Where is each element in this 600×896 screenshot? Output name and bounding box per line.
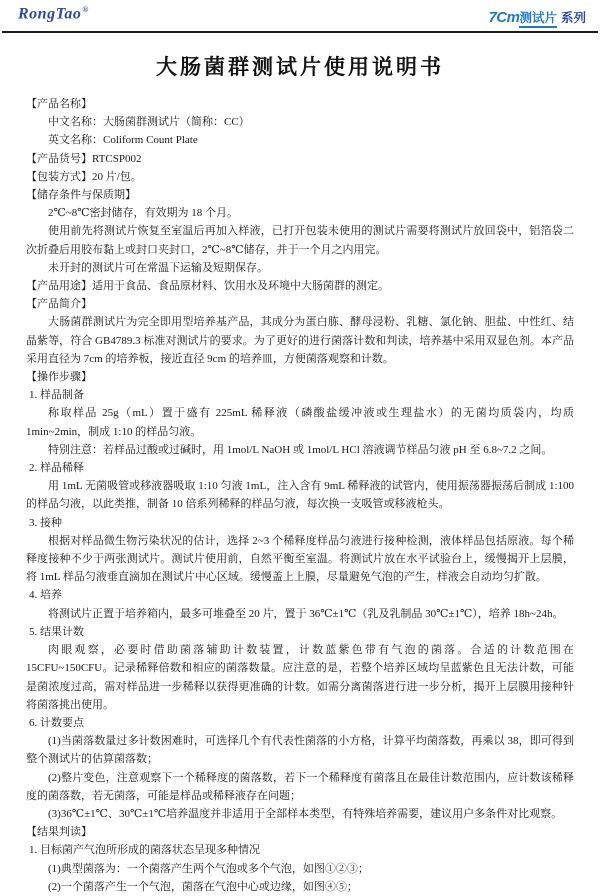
page-header bbox=[0, 0, 600, 26]
doc-line-para: (2)一个菌落产生一个气泡，菌落在气泡中心或边缘，如图④⑤； bbox=[48, 880, 358, 893]
doc-line-heading: 【产品简介】 bbox=[26, 298, 92, 311]
doc-line-item: 1. 样品制备 bbox=[29, 389, 84, 402]
registered-trademark-icon: ® bbox=[82, 5, 89, 14]
doc-line-para: 未开封的测试片可在常温下运输及短期保存。 bbox=[48, 261, 268, 274]
series-logo bbox=[488, 5, 586, 27]
document-title: 大肠菌群测试片使用说明书 bbox=[156, 56, 444, 79]
doc-line-item: 3. 接种 bbox=[29, 516, 62, 529]
doc-line-para: 特别注意：若样品过酸或过碱时，用 1mol/L NaOH 或 1mol/L HCl 溶液调节样品匀液 pH 至 6.8~7.2 之间。 bbox=[48, 443, 553, 456]
doc-line-para: 大肠菌群测试片为完全即用型培养基产品，其成分为蛋白胨、酵母浸粉、乳糖、氯化钠、胆盐、中性红、结晶紫等，符合 GB4789.3 标准对测试片的要求。为了更好的进行菌落计数和判读，培养基中采用双显色剂。本产品采用直径为 7cm 的培养板，接近直径 9cm 的培养皿，方便菌落观察和计数。 bbox=[26, 316, 574, 365]
document-body bbox=[26, 95, 574, 896]
doc-line-para: 称取样品 25g（mL）置于盛有 225mL 稀释液（磷酸盐缓冲液或生理盐水）的无菌均质袋内，均质 1min~2min，制成 1:10 的样品匀液。 bbox=[26, 407, 574, 438]
doc-line-para: 将测试片正置于培养箱内，最多可堆叠至 20 片，置于 36℃±1℃（乳及乳制品 30℃±1℃），培养 18h~24h。 bbox=[48, 607, 564, 620]
doc-line-sub: 英文名称：Coliform Count Plate bbox=[48, 134, 198, 147]
doc-line-heading: 【产品名称】 bbox=[26, 98, 92, 110]
doc-line-heading: 【产品货号】RTCSP002 bbox=[26, 152, 142, 165]
doc-line-para: (1)典型菌落为：一个菌落产生两个气泡或多个气泡，如图①②③； bbox=[48, 862, 369, 875]
series-logo-xilie: 系列 bbox=[560, 11, 586, 25]
rongtao-brand-logo bbox=[18, 5, 89, 23]
doc-line-para: (2)整片变色，注意观察下一个稀释度的菌落数，若下一个稀释度有菌落且在最佳计数范围内，应计数该稀释度的菌落数，若无菌落，可能是样品或稀释液存在问题； bbox=[26, 771, 574, 802]
doc-line-heading: 【结果判读】 bbox=[26, 826, 92, 839]
doc-line-para: 肉眼观察，必要时借助菌落辅助计数装置，计数蓝紫色带有气泡的菌落。合适的计数范围在 15CFU~150CFU。记录稀释倍数和相应的菌落数量。应注意的是，若整个培养区域均呈蓝紫色且无法计数，可能是菌浓度过高，需对样品进一步稀释以获得更准确的计数。如需分离菌落进行进一步分析，揭开上层膜用接种针将菌落挑出使用。 bbox=[26, 644, 574, 711]
doc-line-item: 1. 目标菌产气泡所形成的菌落状态呈现多种情况 bbox=[29, 844, 260, 857]
doc-line-sub: 中文名称：大肠菌群测试片（简称：CC） bbox=[48, 116, 250, 129]
doc-line-heading: 【储存条件与保质期】 bbox=[26, 189, 136, 202]
doc-line-para: (1)当菌落数量过多计数困难时，可选择几个有代表性菌落的小方格，计算平均菌落数，再乘以 38，即可得到整个测试片的估算菌落数； bbox=[26, 735, 574, 766]
doc-line-para: 2℃~8℃密封储存，有效期为 18 个月。 bbox=[48, 207, 239, 220]
doc-line-item: 5. 结果计数 bbox=[29, 625, 84, 638]
doc-line-para: 根据对样品微生物污染状况的估计，选择 2~3 个稀释度样品匀液进行接种检测，液体样品包括原液。每个稀释度接种不少于两张测试片。测试片使用前，自然平衡至室温。将测试片放在水平试验台上，缓慢揭开上层膜，将 1mL 样品匀液垂直滴加在测试片中心区域。缓慢盖上上膜，尽量避免气泡的产生，样液会自动均匀扩散。 bbox=[26, 534, 574, 584]
doc-line-heading: 【包装方式】20 片/包。 bbox=[26, 170, 142, 183]
brand-name: RongTao bbox=[18, 5, 82, 23]
series-logo-ceshipian: 测试片 bbox=[519, 11, 557, 28]
series-logo-7cm: 7Cm bbox=[488, 9, 520, 26]
doc-line-heading: 【产品用途】适用于食品、食品原材料、饮用水及环境中大肠菌群的测定。 bbox=[26, 280, 389, 293]
doc-line-item: 6. 计数要点 bbox=[29, 716, 84, 729]
doc-line-para: (3)36℃±1℃、30℃±1℃培养温度并非适用于全部样本类型，有特殊培养需要，建议用户多条件对比观察。 bbox=[48, 807, 563, 820]
doc-line-para: 使用前先将测试片恢复至室温后再加入样液，已打开包装未使用的测试片需要将测试片放回袋中，铝箔袋二次折叠后用胶布黏上或封口夹封口，2℃~8℃储存，并于一个月之内用完。 bbox=[26, 225, 574, 256]
doc-line-para: 用 1mL 无菌吸管或移液器吸取 1:10 匀液 1mL，注入含有 9mL 稀释液的试管内，使用振荡器振荡后制成 1:100 的样品匀液，以此类推，制备 10 倍系列稀释的样品匀液，每次换一支吸管或移液枪头。 bbox=[26, 480, 574, 511]
doc-line-heading: 【操作步骤】 bbox=[26, 371, 92, 384]
doc-line-item: 2. 样品稀释 bbox=[29, 462, 84, 475]
header-divider bbox=[2, 31, 598, 33]
doc-line-item: 4. 培养 bbox=[29, 589, 62, 602]
